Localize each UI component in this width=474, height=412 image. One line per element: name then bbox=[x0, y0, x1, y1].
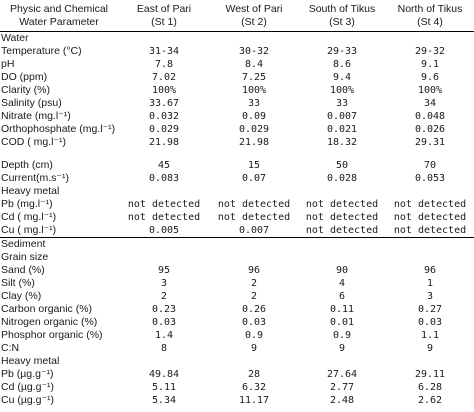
station-2-value: 33 bbox=[247, 98, 261, 109]
station-3-value: 0.021 bbox=[326, 124, 358, 135]
table-row bbox=[0, 381, 474, 394]
station-3-value: 0.9 bbox=[332, 330, 352, 341]
station-4-value: not detected bbox=[393, 212, 467, 223]
station-3-value: 4 bbox=[338, 278, 346, 289]
station-4-value: 70 bbox=[423, 160, 437, 171]
station-3-value: 6 bbox=[338, 291, 346, 302]
parameter-label: Silt (%) bbox=[1, 277, 35, 289]
station-3-value: 0.028 bbox=[326, 173, 358, 184]
section-heading: Water bbox=[1, 32, 29, 44]
station-3-code: (St 3) bbox=[329, 15, 355, 28]
station-2-value: 96 bbox=[247, 265, 261, 276]
station-3-value: 0.01 bbox=[329, 317, 355, 328]
station-4-value: 9 bbox=[426, 343, 434, 354]
station-3-value: 0.007 bbox=[326, 111, 358, 122]
station-3-name: South of Tikus bbox=[308, 2, 376, 15]
parameter-label: Salinity (psu) bbox=[1, 97, 62, 109]
parameter-label: Clarity (%) bbox=[1, 84, 50, 96]
table-row bbox=[0, 198, 474, 211]
station-4-column-header bbox=[386, 0, 474, 32]
station-2-name: West of Pari bbox=[225, 2, 283, 15]
table-row bbox=[0, 71, 474, 84]
parameter-label: Carbon organic (%) bbox=[1, 303, 93, 315]
station-2-value: 0.03 bbox=[241, 317, 267, 328]
table-row bbox=[0, 329, 474, 342]
spacer-row bbox=[0, 149, 474, 159]
station-3-value: 27.64 bbox=[326, 369, 358, 380]
parameter-header-line2: Water Parameter bbox=[19, 15, 99, 28]
station-3-value: not detected bbox=[305, 225, 379, 236]
section-heading: Heavy metal bbox=[1, 355, 60, 367]
station-4-value: 6.28 bbox=[417, 382, 443, 393]
table-header-row bbox=[0, 0, 474, 32]
station-4-value: not detected bbox=[393, 225, 467, 236]
station-1-value: 45 bbox=[157, 160, 171, 171]
station-1-code: (St 1) bbox=[151, 15, 177, 28]
station-2-column-header bbox=[210, 0, 298, 32]
station-1-value: 95 bbox=[157, 265, 171, 276]
station-2-value: 2 bbox=[250, 278, 258, 289]
parameter-label: DO (ppm) bbox=[1, 71, 48, 83]
station-4-value: 34 bbox=[423, 98, 437, 109]
parameter-label: Cu ( mg.l⁻¹) bbox=[1, 224, 57, 236]
parameter-label: Pb (mg.l⁻¹) bbox=[1, 198, 53, 210]
station-3-value: not detected bbox=[305, 212, 379, 223]
station-1-value: 0.029 bbox=[148, 124, 180, 135]
station-1-column-header bbox=[118, 0, 210, 32]
station-4-value: not detected bbox=[393, 199, 467, 210]
station-1-value: 2 bbox=[160, 291, 168, 302]
station-2-value: 9 bbox=[250, 343, 258, 354]
station-3-value: 50 bbox=[335, 160, 349, 171]
station-4-value: 0.026 bbox=[414, 124, 446, 135]
section-heading-row bbox=[0, 238, 474, 252]
station-4-value: 9.6 bbox=[420, 72, 440, 83]
station-4-value: 100% bbox=[417, 85, 443, 96]
parameter-label: Temperature (°C) bbox=[1, 45, 82, 57]
station-1-value: not detected bbox=[127, 212, 201, 223]
station-2-value: 0.07 bbox=[241, 173, 267, 184]
station-2-value: 30-32 bbox=[238, 46, 270, 57]
station-4-value: 96 bbox=[423, 265, 437, 276]
table-row bbox=[0, 224, 474, 238]
station-4-value: 29-32 bbox=[414, 46, 446, 57]
section-heading-row bbox=[0, 355, 474, 368]
table-row bbox=[0, 97, 474, 110]
station-2-value: 2 bbox=[250, 291, 258, 302]
parameter-label: Cu (µg.g⁻¹) bbox=[1, 394, 55, 406]
station-1-value: 31-34 bbox=[148, 46, 180, 57]
station-1-value: not detected bbox=[127, 199, 201, 210]
station-4-value: 0.03 bbox=[417, 317, 443, 328]
station-1-name: East of Pari bbox=[136, 2, 192, 15]
table-row bbox=[0, 84, 474, 97]
parameter-label: Cd (µg.g⁻¹) bbox=[1, 381, 55, 393]
section-heading: Heavy metal bbox=[1, 185, 60, 197]
table-row bbox=[0, 342, 474, 355]
table-row bbox=[0, 368, 474, 381]
station-2-value: 28 bbox=[247, 369, 261, 380]
table-row bbox=[0, 172, 474, 185]
parameter-label: Clay (%) bbox=[1, 290, 42, 302]
station-2-value: 15 bbox=[247, 160, 261, 171]
parameter-label: Orthophosphate (mg.l⁻¹) bbox=[1, 123, 116, 135]
table-row bbox=[0, 136, 474, 149]
station-3-value: 9.4 bbox=[332, 72, 352, 83]
station-4-value: 29.11 bbox=[414, 369, 446, 380]
table-row bbox=[0, 58, 474, 71]
station-1-value: 0.005 bbox=[148, 225, 180, 236]
section-heading: Sediment bbox=[0, 238, 474, 252]
spacer-cell bbox=[0, 149, 474, 159]
table-row bbox=[0, 159, 474, 172]
table-row bbox=[0, 316, 474, 329]
parameter-label: Nitrate (mg.l⁻¹) bbox=[1, 110, 71, 122]
station-3-value: 2.77 bbox=[329, 382, 355, 393]
station-4-value: 0.048 bbox=[414, 111, 446, 122]
station-4-value: 0.27 bbox=[417, 304, 443, 315]
station-3-value: 0.11 bbox=[329, 304, 355, 315]
station-4-value: 3 bbox=[426, 291, 434, 302]
table-row bbox=[0, 290, 474, 303]
table-row bbox=[0, 277, 474, 290]
station-1-value: 7.02 bbox=[151, 72, 177, 83]
section-heading-row bbox=[0, 32, 474, 46]
station-4-value: 29.31 bbox=[414, 137, 446, 148]
station-4-code: (St 4) bbox=[417, 15, 443, 28]
station-2-code: (St 2) bbox=[241, 15, 267, 28]
station-2-value: 6.32 bbox=[241, 382, 267, 393]
station-1-value: 5.34 bbox=[151, 395, 177, 406]
station-3-value: 8.6 bbox=[332, 59, 352, 70]
parameter-label: Sand (%) bbox=[1, 264, 45, 276]
station-2-value: 7.25 bbox=[241, 72, 267, 83]
table-row bbox=[0, 45, 474, 58]
station-1-value: 7.8 bbox=[154, 59, 174, 70]
station-1-value: 100% bbox=[151, 85, 177, 96]
station-1-value: 49.84 bbox=[148, 369, 180, 380]
station-2-value: 0.007 bbox=[238, 225, 270, 236]
table-row bbox=[0, 303, 474, 316]
parameter-label: Current(m.s⁻¹) bbox=[1, 172, 69, 184]
station-3-value: not detected bbox=[305, 199, 379, 210]
parameter-label: Cd ( mg.l⁻¹) bbox=[1, 211, 57, 223]
station-3-value: 2.48 bbox=[329, 395, 355, 406]
table-row bbox=[0, 110, 474, 123]
station-4-value: 1.1 bbox=[420, 330, 440, 341]
station-4-value: 1 bbox=[426, 278, 434, 289]
station-1-value: 0.23 bbox=[151, 304, 177, 315]
station-3-column-header bbox=[298, 0, 386, 32]
station-1-value: 21.98 bbox=[148, 137, 180, 148]
station-2-value: 0.09 bbox=[241, 111, 267, 122]
station-2-value: 8.4 bbox=[244, 59, 264, 70]
station-2-value: not detected bbox=[217, 212, 291, 223]
table-row bbox=[0, 264, 474, 277]
section-heading-row bbox=[0, 251, 474, 264]
parameter-label: C:N bbox=[1, 342, 20, 354]
station-2-value: 0.26 bbox=[241, 304, 267, 315]
station-2-value: 21.98 bbox=[238, 137, 270, 148]
station-3-value: 9 bbox=[338, 343, 346, 354]
station-3-value: 18.32 bbox=[326, 137, 358, 148]
station-3-value: 90 bbox=[335, 265, 349, 276]
section-heading-row bbox=[0, 185, 474, 198]
station-3-value: 100% bbox=[329, 85, 355, 96]
table-row bbox=[0, 394, 474, 407]
parameter-label: Phosphor organic (%) bbox=[1, 329, 103, 341]
station-1-value: 33.67 bbox=[148, 98, 180, 109]
table-row bbox=[0, 211, 474, 224]
table-body bbox=[0, 32, 474, 408]
station-2-value: 100% bbox=[241, 85, 267, 96]
station-2-value: 11.17 bbox=[238, 395, 270, 406]
station-4-value: 2.62 bbox=[417, 395, 443, 406]
parameter-label: Nitrogen organic (%) bbox=[1, 316, 98, 328]
table-row bbox=[0, 123, 474, 136]
station-2-value: 0.029 bbox=[238, 124, 270, 135]
station-2-value: 0.9 bbox=[244, 330, 264, 341]
station-3-value: 33 bbox=[335, 98, 349, 109]
station-1-value: 8 bbox=[160, 343, 168, 354]
station-4-name: North of Tikus bbox=[397, 2, 463, 15]
parameter-label: pH bbox=[1, 58, 15, 70]
section-heading: Grain size bbox=[1, 251, 49, 263]
station-1-value: 0.083 bbox=[148, 173, 180, 184]
parameter-header-line1: Physic and Chemical bbox=[9, 2, 109, 15]
station-1-value: 0.032 bbox=[148, 111, 180, 122]
station-1-value: 3 bbox=[160, 278, 168, 289]
station-4-value: 9.1 bbox=[420, 59, 440, 70]
station-3-value: 29-33 bbox=[326, 46, 358, 57]
station-1-value: 0.03 bbox=[151, 317, 177, 328]
parameter-label: Pb (µg.g⁻¹) bbox=[1, 368, 54, 380]
station-1-value: 1.4 bbox=[154, 330, 174, 341]
parameter-label: Depth (cm) bbox=[1, 159, 53, 171]
parameter-label: COD ( mg.l⁻¹) bbox=[1, 136, 67, 148]
station-1-value: 5.11 bbox=[151, 382, 177, 393]
station-4-value: 0.053 bbox=[414, 173, 446, 184]
parameter-column-header bbox=[0, 0, 118, 32]
station-2-value: not detected bbox=[217, 199, 291, 210]
